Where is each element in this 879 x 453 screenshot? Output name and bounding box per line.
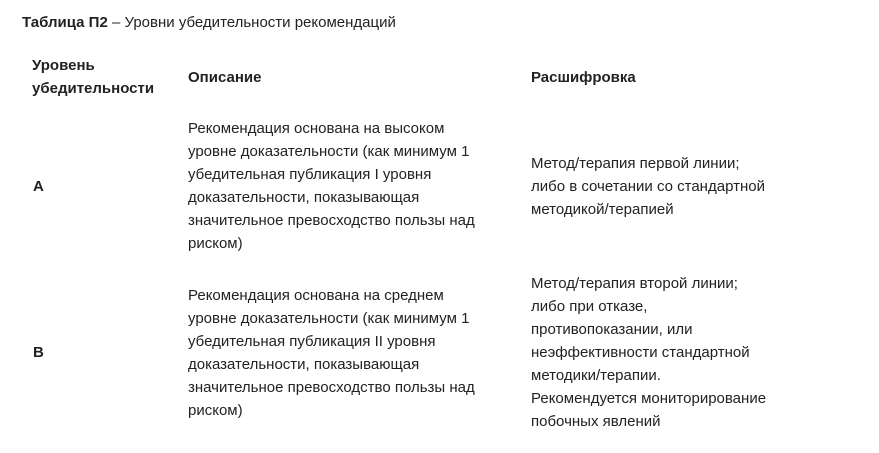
decoding-line: либо при отказе, xyxy=(531,298,648,315)
description-line: риском) xyxy=(188,402,243,419)
column-header-level-line: Уровень xyxy=(32,57,95,74)
decoding-line: Метод/терапия первой линии; xyxy=(531,155,740,172)
row-b-description xyxy=(188,284,510,422)
row-b-decoding xyxy=(531,272,821,433)
description-line: убедительная публикация I уровня xyxy=(188,166,432,183)
decoding-line: неэффективности стандартной xyxy=(531,344,750,361)
column-header-level-line: убедительности xyxy=(32,80,155,97)
column-header-decoding: Расшифровка xyxy=(531,69,636,86)
description-line: уровне доказательности (как минимум 1 xyxy=(188,143,470,160)
decoding-line: побочных явлений xyxy=(531,413,661,430)
table-caption-text: – Уровни убедительности рекомендаций xyxy=(107,14,396,31)
description-line: доказательности, показывающая xyxy=(188,356,420,373)
table-caption xyxy=(22,13,396,33)
decoding-line: противопоказании, или xyxy=(531,321,693,338)
description-line: убедительная публикация II уровня xyxy=(188,333,436,350)
column-header-description: Описание xyxy=(188,69,262,86)
decoding-line: методики/терапии. xyxy=(531,367,661,384)
description-line: доказательности, показывающая xyxy=(188,189,420,206)
row-a-decoding xyxy=(531,152,821,221)
decoding-line: Рекомендуется мониторирование xyxy=(531,390,767,407)
column-header-level xyxy=(32,54,182,100)
decoding-line: методикой/терапией xyxy=(531,201,674,218)
table-caption-label: Таблица П2 xyxy=(22,14,108,31)
description-line: значительное превосходство пользы над xyxy=(188,212,475,229)
description-line: риском) xyxy=(188,235,243,252)
row-b-level: B xyxy=(33,344,44,361)
row-a-description xyxy=(188,117,510,255)
description-line: уровне доказательности (как минимум 1 xyxy=(188,310,470,327)
description-line: Рекомендация основана на высоком xyxy=(188,120,445,137)
decoding-line: либо в сочетании со стандартной xyxy=(531,178,765,195)
row-a-level: A xyxy=(33,178,44,195)
description-line: Рекомендация основана на среднем xyxy=(188,287,444,304)
decoding-line: Метод/терапия второй линии; xyxy=(531,275,738,292)
description-line: значительное превосходство пользы над xyxy=(188,379,475,396)
